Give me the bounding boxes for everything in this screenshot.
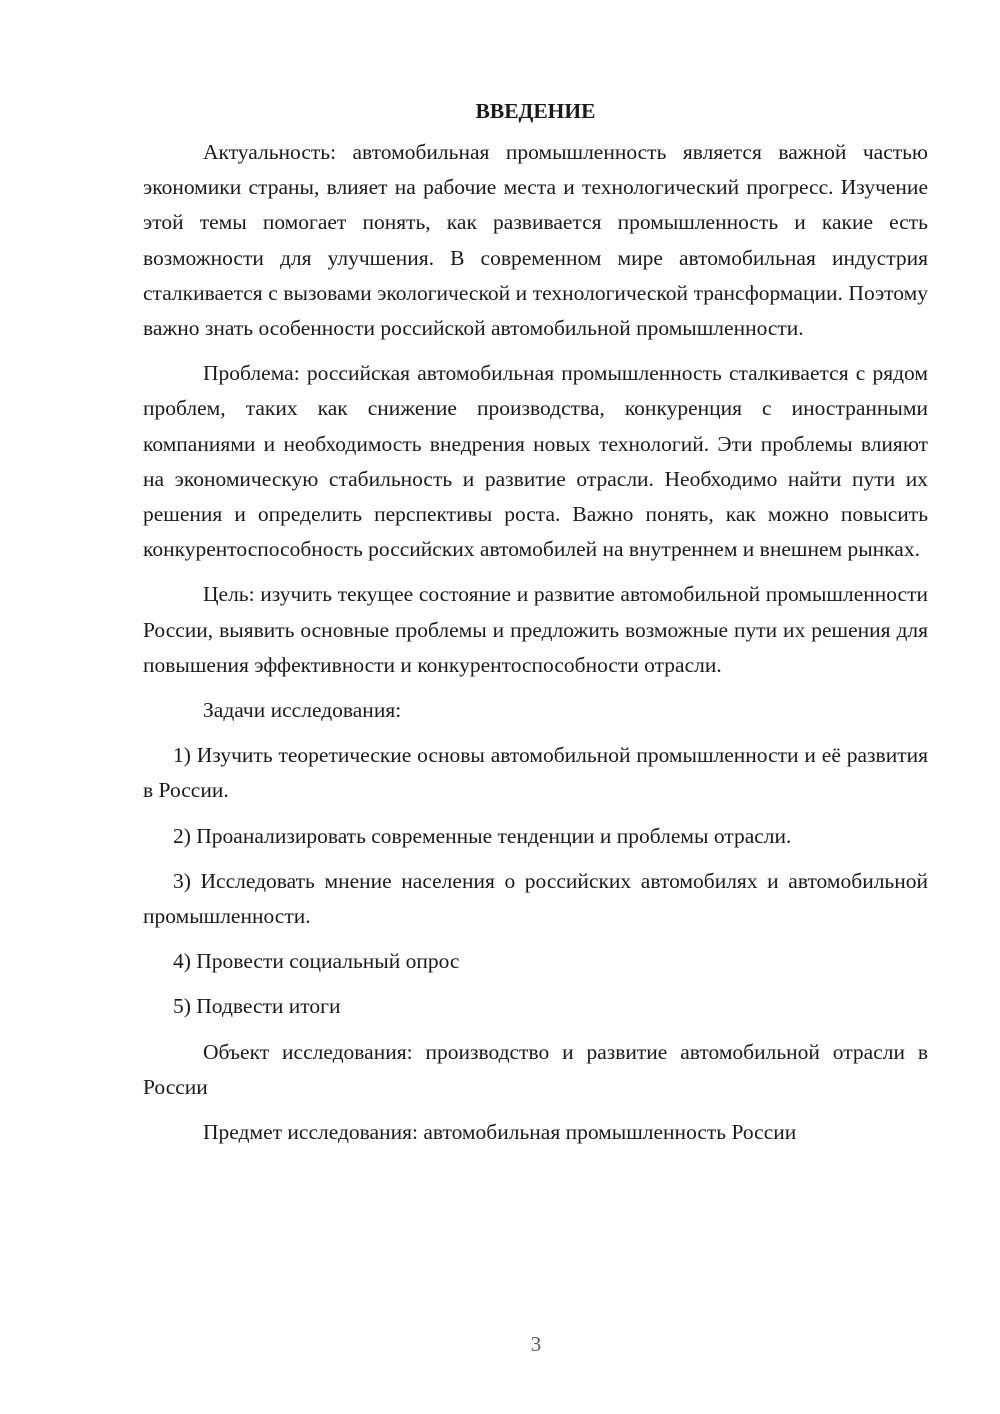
document-page [143, 96, 928, 1160]
paragraph-problem: Проблема: российская автомобильная промышленность сталкивается с рядом проблем, таких как снижение производства, конкуренция с иностранными компаниями и необходимость внедрения новых технологий. Эти проблемы влияют на экономическую стабильность и развитие отрасли. Необходимо найти пути их решения и определить перспективы роста. Важно понять, как можно повысить конкурентоспособность российских автомобилей на внутреннем и внешнем рынках. [143, 361, 928, 562]
task-item: 4) Провести социальный опрос [173, 949, 460, 974]
paragraph-goal: Цель: изучить текущее состояние и развитие автомобильной промышленности России, выявить основные проблемы и предложить возможные пути их решения для повышения эффективности и конкурентоспособности отрасли. [143, 582, 928, 677]
paragraph-relevance: Актуальность: автомобильная промышленность является важной частью экономики страны, влияет на рабочие места и технологический прогресс. Изучение этой темы помогает понять, как развивается промышленность и какие есть возможности для улучшения. В современном мире автомобильная индустрия сталкивается с вызовами экологической и технологической трансформации. Поэтому важно знать особенности российской автомобильной промышленности. [143, 140, 928, 341]
tasks-title: Задачи исследования: [203, 698, 402, 723]
paragraph-object: Объект исследования: производство и развитие автомобильной отрасли в России [143, 1039, 928, 1099]
task-item: 5) Подвести итоги [173, 994, 341, 1019]
paragraph-subject: Предмет исследования: автомобильная промышленность России [203, 1120, 797, 1145]
task-item: 3) Исследовать мнение населения о российских автомобилях и автомобильной промышленности. [143, 868, 928, 929]
task-item: 1) Изучить теоретические основы автомобильной промышленности и её развития в России. [143, 743, 928, 803]
section-heading: ВВЕДЕНИЕ [475, 99, 596, 123]
page-number: 3 [530, 1332, 542, 1356]
task-item: 2) Проанализировать современные тенденции и проблемы отрасли. [173, 823, 792, 848]
